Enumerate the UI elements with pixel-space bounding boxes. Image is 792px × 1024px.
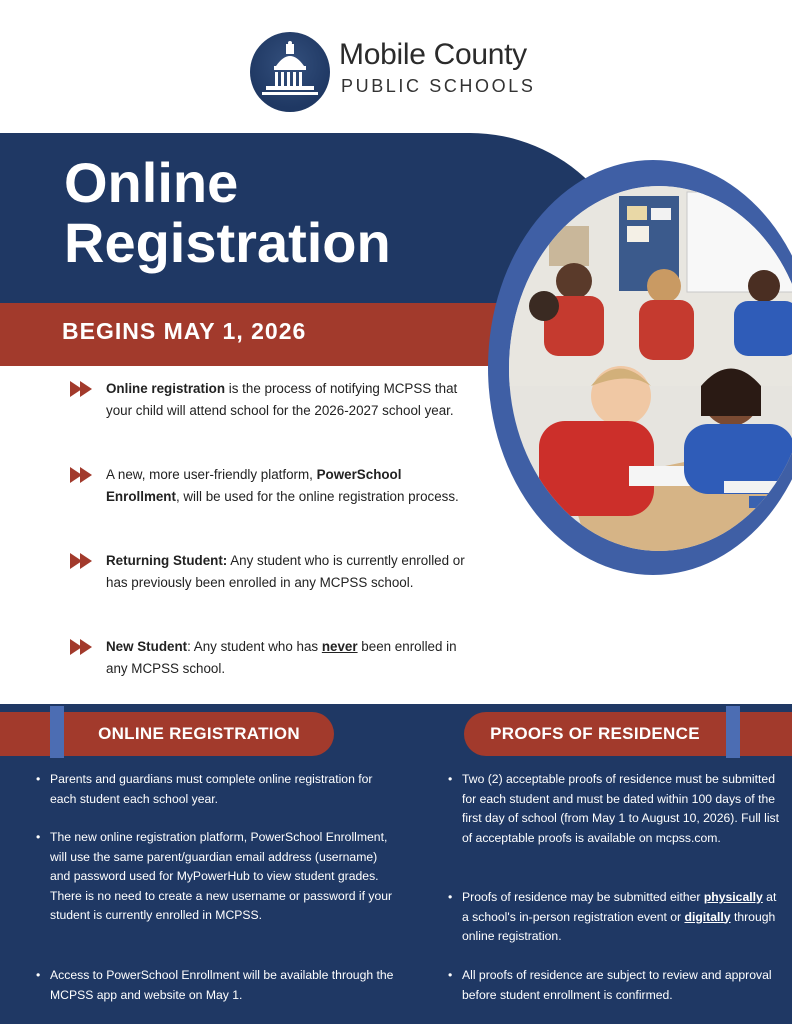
double-chevron-arrow-icon xyxy=(70,552,98,570)
bullet-dot: • xyxy=(36,968,41,982)
classroom-photo xyxy=(509,186,792,551)
org-name: Mobile County xyxy=(339,38,527,71)
bullet-dot: • xyxy=(448,772,453,786)
proofs-of-residence-heading: PROOFS OF RESIDENCE xyxy=(464,712,726,756)
title-line-2: Registration xyxy=(64,211,391,274)
mcpss-logo xyxy=(250,32,330,112)
double-chevron-arrow-icon xyxy=(70,380,98,398)
double-chevron-arrow-icon xyxy=(70,638,98,656)
heading-strip-right xyxy=(740,712,792,756)
online-registration-heading: ONLINE REGISTRATION xyxy=(64,712,334,756)
begins-date: BEGINS MAY 1, 2026 xyxy=(62,318,307,344)
page-title xyxy=(64,153,391,273)
bullet-dot: • xyxy=(448,890,453,904)
heading-strip-left xyxy=(0,712,52,756)
double-chevron-arrow-icon xyxy=(70,466,98,484)
accent-bar-left xyxy=(50,706,64,758)
accent-bar-right xyxy=(726,706,740,758)
title-line-1: Online xyxy=(64,151,239,214)
bullet-dot: • xyxy=(36,772,41,786)
bullet-dot: • xyxy=(36,830,41,844)
org-subtitle: PUBLIC SCHOOLS xyxy=(341,76,536,96)
capitol-building-icon xyxy=(250,32,330,112)
bullet-dot: • xyxy=(448,968,453,982)
